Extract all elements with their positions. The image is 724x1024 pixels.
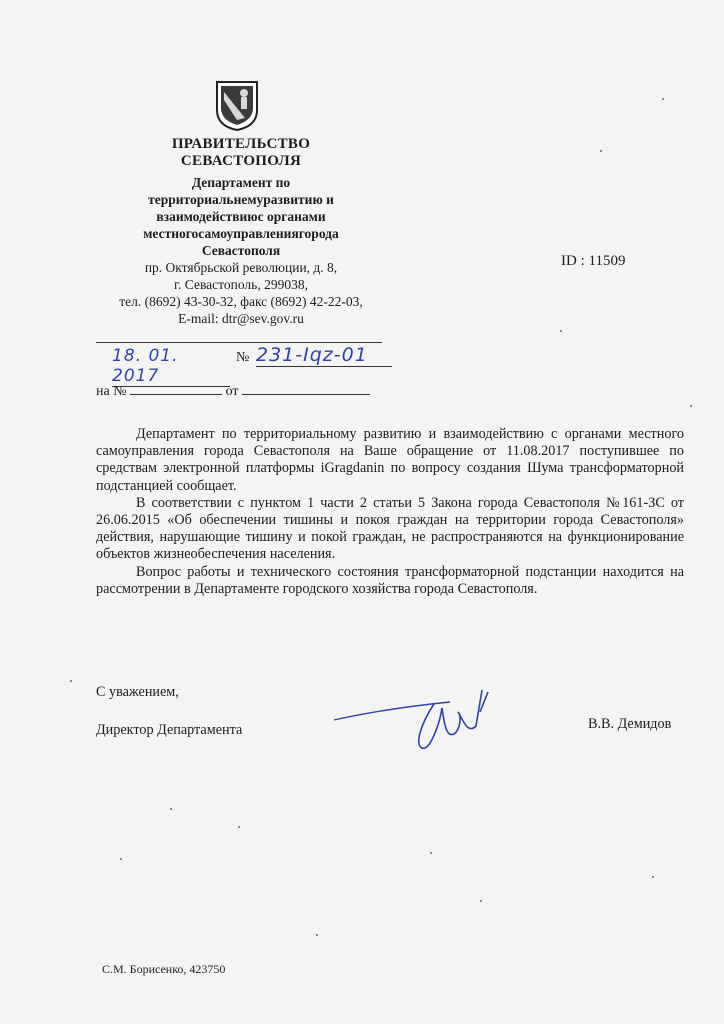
letterhead-divider (96, 342, 382, 343)
scan-speck (652, 876, 654, 878)
dept-line: Департамент по (191, 175, 291, 190)
scan-speck (120, 858, 122, 860)
reference-date-label: от (225, 384, 239, 399)
scan-speck (238, 826, 240, 828)
address-line: тел. (8692) 43-30-32, факс (8692) 42-22-03, (119, 294, 363, 309)
executor-info: С.М. Борисенко, 423750 (102, 962, 226, 976)
registration-date: 18. 01. 2017 (112, 346, 230, 387)
dept-line: территориальнемуразвитию и (148, 192, 334, 207)
org-name-line1: ПРАВИТЕЛЬСТВО (171, 136, 311, 152)
address-line: г. Севастополь, 299038, (174, 277, 308, 292)
handwritten-signature (330, 682, 500, 762)
reference-date-blank (242, 382, 370, 395)
dept-line: Севастополя (201, 243, 281, 258)
scan-speck (690, 405, 692, 407)
dept-line: местногосамоуправлениягорода (143, 226, 339, 241)
org-name-line2: СЕВАСТОПОЛЯ (180, 153, 302, 169)
closing-regards: С уважением, (96, 684, 179, 700)
scan-speck (170, 808, 172, 810)
address (96, 259, 386, 327)
reference-row (96, 382, 370, 400)
scan-speck (480, 900, 482, 902)
number-sign: № (236, 350, 250, 365)
address-line: пр. Октябрьской революции, д. 8, (144, 260, 338, 275)
body-paragraph: Вопрос работы и технического состояния трансформаторной подстанции находится на рассмотрении в Департаменте городского хозяйства города Севастополя. (96, 563, 684, 597)
department-name (96, 174, 386, 259)
scan-speck (70, 680, 72, 682)
scan-speck (316, 934, 318, 936)
scan-speck (662, 98, 664, 100)
reference-number-label: на № (96, 384, 127, 399)
body-paragraph: В соответствии с пунктом 1 части 2 статьи 5 Закона города Севастополя №161-ЗС от 26.06.2015 «Об обеспечении тишины и покоя граждан на территории города Севастополя» действия, нарушающие тишину и покой граждан, не распространяются на функционирование объектов жизнеобеспечения населения. (96, 494, 684, 563)
body-paragraph: Департамент по территориальному развитию и взаимодействию с органами местного самоуправления города Севастополя на Ваше обращение от 11.08.2017 поступившее по средствам электронной платформы iGragdanin по вопросу создания Шума трансформаторной подстанцией сообщает. (96, 426, 684, 494)
signer-name: В.В. Демидов (588, 716, 672, 732)
sevastopol-emblem-icon (215, 80, 259, 132)
registration-number: 231-Iqz-01 (256, 344, 392, 367)
scan-speck (560, 330, 562, 332)
reference-number-blank (130, 382, 222, 395)
registration-row (96, 344, 396, 386)
letterhead (96, 136, 386, 327)
signer-position: Директор Департамента (96, 722, 243, 738)
letter-body (96, 426, 684, 598)
scan-speck (430, 852, 432, 854)
document-id: ID : 11509 (561, 253, 626, 269)
dept-line: взаимодействиюс органами (156, 209, 326, 224)
scan-speck (600, 150, 602, 152)
email-line: E-mail: dtr@sev.gov.ru (178, 311, 304, 326)
